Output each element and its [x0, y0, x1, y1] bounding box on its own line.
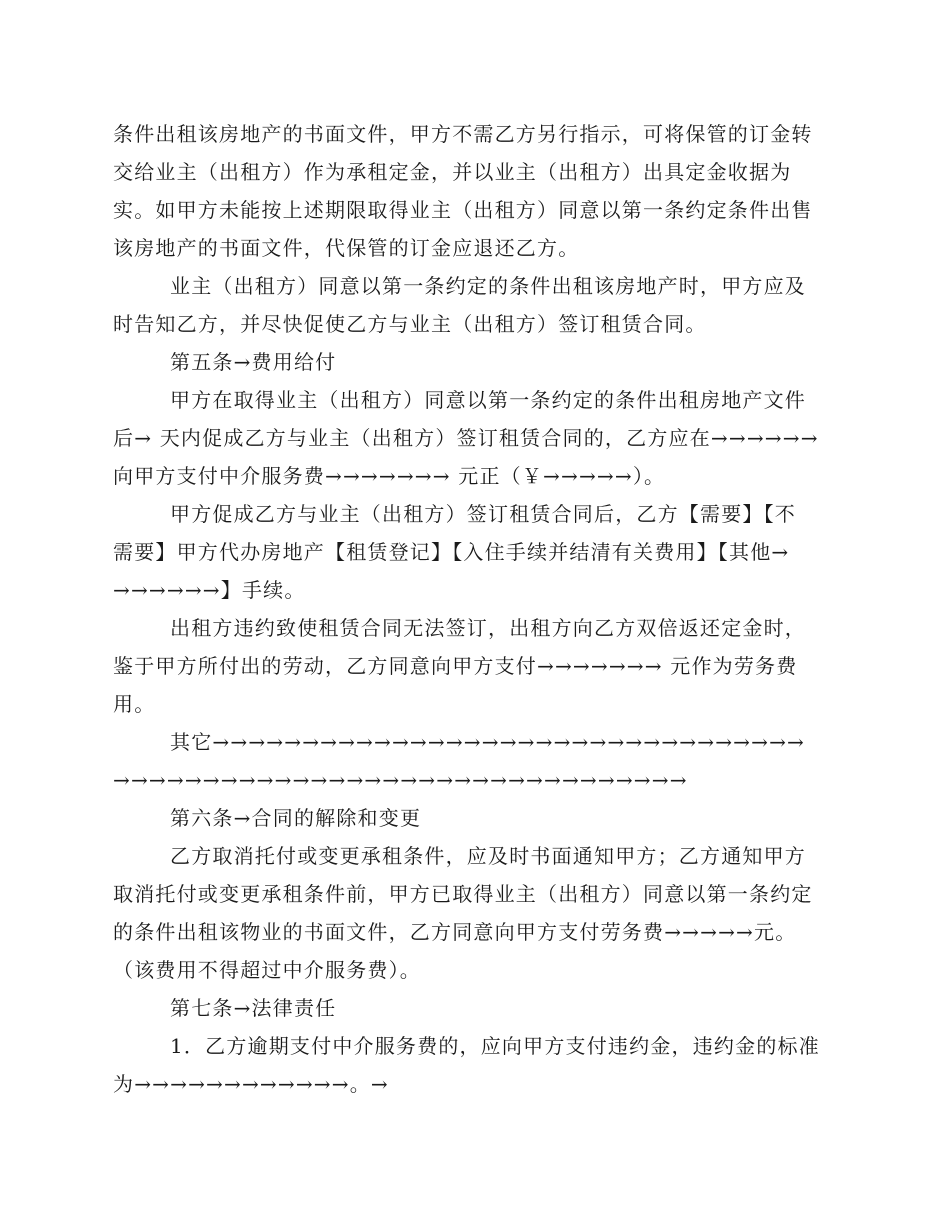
paragraph-line: →→→→→→→→→→→→→→→→→→→→→→→→→→→→→→→→ — [113, 768, 688, 792]
paragraph-line: 1．乙方逾期支付中介服务费的，应向甲方支付违约金，违约金的标准 — [170, 1034, 820, 1058]
paragraph-line: 业主（出租方）同意以第一条约定的条件出租该房地产时，甲方应及 — [170, 274, 806, 298]
paragraph-line: 实。如甲方未能按上述期限取得业主（出租方）同意以第一条约定条件出售 — [113, 198, 813, 222]
paragraph-line: 的条件出租该物业的书面文件，乙方同意向甲方支付劳务费→→→→→元。 — [113, 920, 797, 944]
paragraph-line: 取消托付或变更承租条件前，甲方已取得业主（出租方）同意以第一条约定 — [113, 882, 813, 906]
paragraph-line: （该费用不得超过中介服务费）。 — [113, 958, 421, 982]
paragraph-line: 用。 — [113, 692, 156, 716]
paragraph-line: 甲方在取得业主（出租方）同意以第一条约定的条件出租房地产文件 — [170, 388, 806, 412]
paragraph-line: 其它→→→→→→→→→→→→→→→→→→→→→→→→→→→→→→→→→ — [170, 730, 806, 754]
paragraph-line: →→→→→→】手续。 — [113, 578, 306, 602]
paragraph-line: 出租方违约致使租赁合同无法签订，出租方向乙方双倍返还定金时， — [170, 616, 806, 640]
paragraph-line: 后→ 天内促成乙方与业主（出租方）签订租赁合同的，乙方应在→→→→→→ — [113, 426, 819, 450]
paragraph-line: 鉴于甲方所付出的劳动，乙方同意向甲方支付→→→→→→→ 元作为劳务费 — [113, 654, 798, 678]
section-heading-7: 第七条→法律责任 — [170, 996, 337, 1020]
paragraph-line: 条件出租该房地产的书面文件，甲方不需乙方另行指示，可将保管的订金转 — [113, 122, 813, 146]
section-heading-5: 第五条→费用给付 — [170, 350, 337, 374]
paragraph-line: 时告知乙方，并尽快促使乙方与业主（出租方）签订租赁合同。 — [113, 312, 707, 336]
paragraph-line: 需要】甲方代办房地产【租赁登记】【入住手续并结清有关费用】【其他→ — [113, 540, 790, 564]
paragraph-line: 为→→→→→→→→→→→→。→ — [113, 1072, 389, 1096]
paragraph-line: 交给业主（出租方）作为承租定金，并以业主（出租方）出具定金收据为 — [113, 160, 792, 184]
paragraph-line: 乙方取消托付或变更承租条件，应及时书面通知甲方；乙方通知甲方 — [170, 844, 806, 868]
paragraph-line: 该房地产的书面文件，代保管的订金应退还乙方。 — [113, 236, 580, 260]
paragraph-line: 甲方促成乙方与业主（出租方）签订租赁合同后，乙方【需要】【不 — [170, 502, 796, 526]
section-heading-6: 第六条→合同的解除和变更 — [170, 806, 422, 830]
paragraph-line: 向甲方支付中介服务费→→→→→→→ 元正（￥→→→→→）。 — [113, 464, 666, 488]
